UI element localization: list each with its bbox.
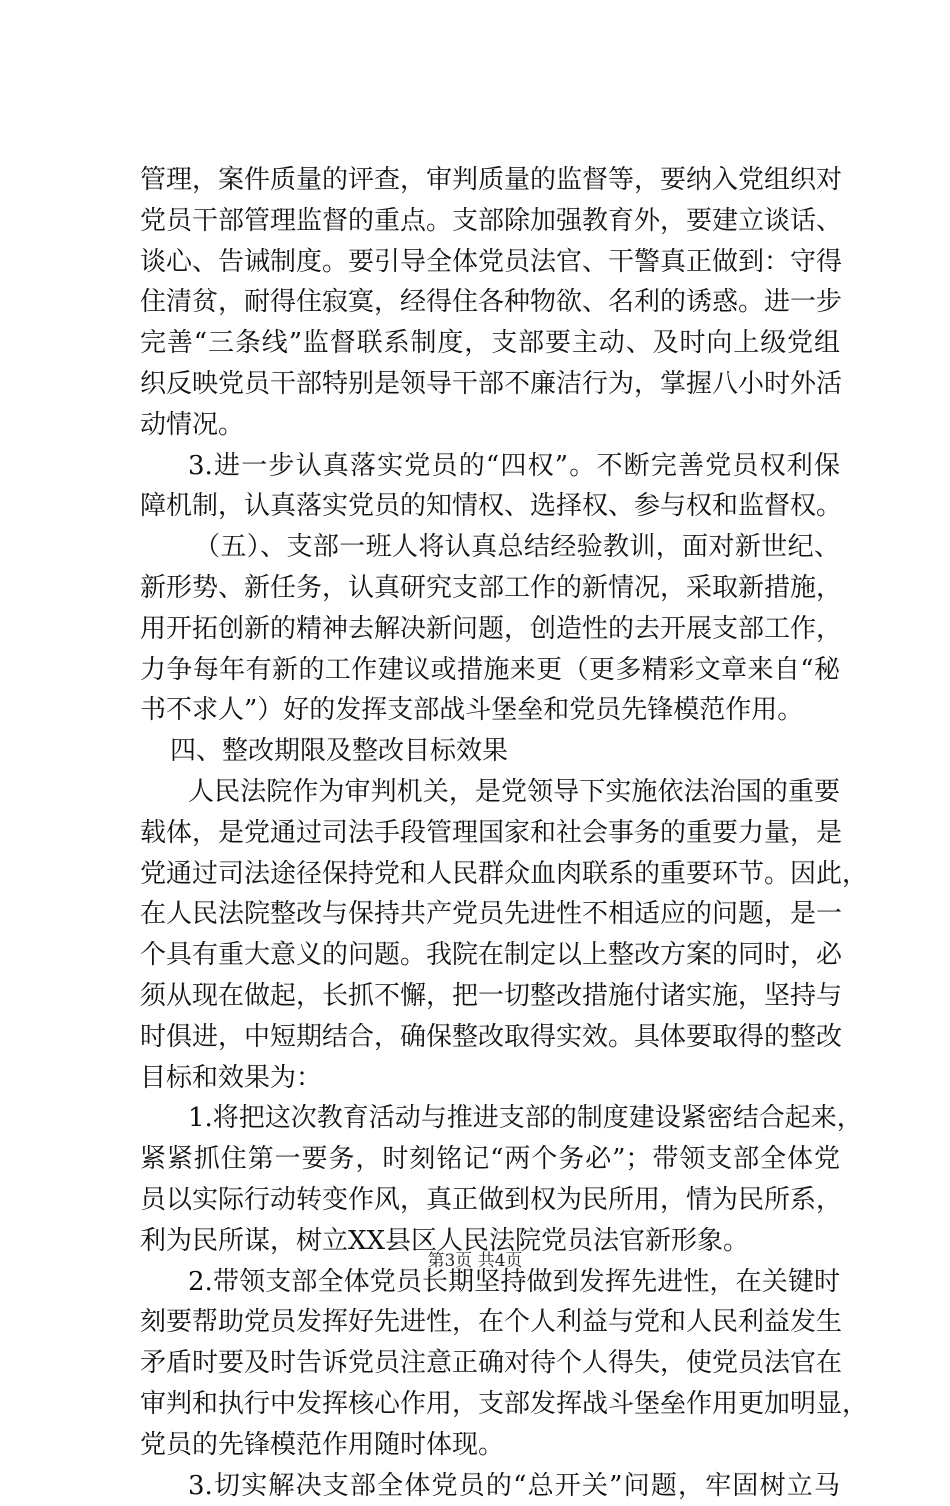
text-line: 目标和效果为：: [140, 1058, 840, 1099]
text-line: 动情况。: [140, 405, 840, 446]
page-footer: 第3页 共4页: [0, 1246, 950, 1271]
text-line: 人民法院作为审判机关，是党领导下实施依法治国的重要: [140, 772, 840, 813]
text-line: 党员的先锋模范作用随时体现。: [140, 1425, 840, 1466]
text-line: 住清贫，耐得住寂寞，经得住各种物欲、名利的诱惑。进一步: [140, 282, 840, 323]
text-line: （五）、支部一班人将认真总结经验教训，面对新世纪、: [140, 527, 840, 568]
text-line: 利为民所谋，树立XX县区人民法院党员法官新形象。: [140, 1221, 840, 1262]
text-line: 新形势、新任务，认真研究支部工作的新情况，采取新措施，: [140, 568, 840, 609]
text-line: 党员干部管理监督的重点。支部除加强教育外，要建立谈话、: [140, 201, 840, 242]
text-line: 审判和执行中发挥核心作用，支部发挥战斗堡垒作用更加明显，: [140, 1384, 840, 1425]
document-body: [140, 160, 840, 1506]
text-line: 织反映党员干部特别是领导干部不廉洁行为，掌握八小时外活: [140, 364, 840, 405]
text-line: 3.切实解决支部全体党员的“总开关”问题，牢固树立马: [140, 1466, 840, 1506]
text-line: 书不求人”）好的发挥支部战斗堡垒和党员先锋模范作用。: [140, 690, 840, 731]
text-line: 须从现在做起，长抓不懈，把一切整改措施付诸实施，坚持与: [140, 976, 840, 1017]
text-line: 谈心、告诫制度。要引导全体党员法官、干警真正做到：守得: [140, 242, 840, 283]
text-line: 在人民法院整改与保持共产党员先进性不相适应的问题，是一: [140, 894, 840, 935]
text-line: 员以实际行动转变作风，真正做到权为民所用，情为民所系，: [140, 1180, 840, 1221]
text-line: 2.带领支部全体党员长期坚持做到发挥先进性，在关键时: [140, 1262, 840, 1303]
text-line: 时俱进，中短期结合，确保整改取得实效。具体要取得的整改: [140, 1017, 840, 1058]
text-line: 3.进一步认真落实党员的“四权”。不断完善党员权利保: [140, 446, 840, 487]
text-line: 完善“三条线”监督联系制度，支部要主动、及时向上级党组: [140, 323, 840, 364]
text-line: 管理，案件质量的评查，审判质量的监督等，要纳入党组织对: [140, 160, 840, 201]
text-line: 载体，是党通过司法手段管理国家和社会事务的重要力量，是: [140, 813, 840, 854]
text-line: 紧紧抓住第一要务，时刻铭记“两个务必”；带领支部全体党: [140, 1139, 840, 1180]
text-line: 党通过司法途径保持党和人民群众血肉联系的重要环节。因此，: [140, 854, 840, 895]
text-line: 障机制，认真落实党员的知情权、选择权、参与权和监督权。: [140, 486, 840, 527]
text-line: 个具有重大意义的问题。我院在制定以上整改方案的同时，必: [140, 935, 840, 976]
text-line: 力争每年有新的工作建议或措施来更（更多精彩文章来自“秘: [140, 650, 840, 691]
text-line: 用开拓创新的精神去解决新问题，创造性的去开展支部工作，: [140, 609, 840, 650]
text-line: 1.将把这次教育活动与推进支部的制度建设紧密结合起来，: [140, 1098, 840, 1139]
text-line: 刻要帮助党员发挥好先进性，在个人利益与党和人民利益发生: [140, 1302, 840, 1343]
text-line: 矛盾时要及时告诉党员注意正确对待个人得失，使党员法官在: [140, 1343, 840, 1384]
section-heading: 四、整改期限及整改目标效果: [140, 731, 840, 772]
